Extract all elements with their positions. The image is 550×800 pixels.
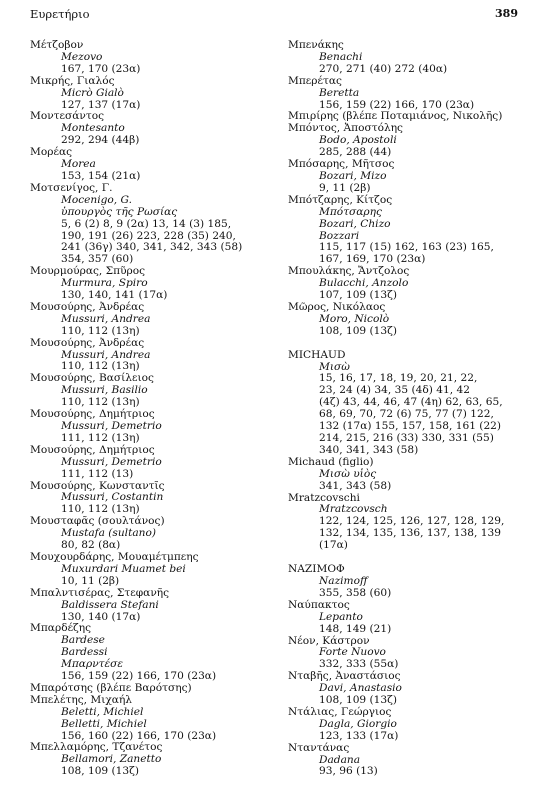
entry-variant: Μπότσαρης	[319, 205, 382, 218]
entry-variant: Bardese	[61, 634, 105, 647]
entry-heading: NAZIMOΦ	[288, 563, 345, 576]
entry-references: 68, 69, 70, 72 (6) 75, 77 (7) 122,	[319, 408, 494, 421]
entry-heading: Μουσούρης, Δημήτριος	[30, 408, 155, 421]
entry-variant: Benachi	[319, 50, 363, 63]
entry-heading: Μουσούρης, Ἀνδρέας	[30, 336, 145, 349]
index-entry	[288, 743, 528, 779]
entry-references: 354, 357 (60)	[61, 253, 134, 266]
entry-variant: ὑπουργὸς τῆς Ρωσίας	[61, 205, 178, 218]
entry-variant: Davi, Anastasio	[319, 682, 402, 695]
index-entry	[30, 76, 268, 112]
entry-heading: MICHAUD	[288, 348, 346, 361]
entry-references: 110, 112 (13η)	[61, 324, 140, 337]
entry-references: 190, 191 (26) 223, 228 (35) 240,	[61, 229, 236, 242]
entry-references: 167, 170 (23α)	[61, 62, 141, 75]
entry-references: 107, 109 (13ζ)	[319, 289, 398, 302]
entry-variant: Moro, Nicolò	[319, 312, 390, 325]
entry-heading: Mratzcovschi	[288, 491, 360, 504]
index-entry	[288, 457, 528, 493]
entry-references: 111, 112 (13η)	[61, 431, 140, 444]
index-entry	[288, 266, 528, 302]
entry-heading: Μπαρότσης (βλέπε Βαρότσης)	[30, 681, 192, 694]
index-entry	[288, 40, 528, 76]
entry-variant: Beletti, Michiel	[61, 705, 144, 718]
index-entry	[30, 147, 268, 183]
entry-variant: Bozari, Chizo	[319, 217, 391, 230]
entry-heading: Μπελέτης, Μιχαήλ	[30, 693, 133, 706]
index-entry	[288, 159, 528, 195]
entry-references: 108, 109 (13ζ)	[319, 694, 398, 707]
index-entry	[288, 707, 528, 743]
entry-heading: Michaud (figlio)	[288, 455, 374, 468]
entry-heading: Ντάλιας, Γεώργιος	[288, 705, 392, 718]
entry-references: 156, 159 (22) 166, 170 (23α)	[61, 670, 217, 683]
entry-references: 122, 124, 125, 126, 127, 128, 129,	[319, 515, 505, 528]
entry-heading: Μορέας	[30, 146, 73, 159]
index-entry	[30, 373, 268, 409]
entry-heading: Μῶρος, Νικόλαος	[288, 300, 386, 313]
entry-references: 214, 215, 216 (33) 330, 331 (55)	[319, 432, 494, 444]
entry-references: 355, 358 (60)	[319, 586, 392, 599]
index-entry	[30, 742, 268, 778]
entry-variant: Nazimoff	[319, 574, 368, 587]
index-entry	[288, 493, 528, 553]
entry-references: 9, 11 (2β)	[319, 181, 371, 194]
entry-references: 341, 343 (58)	[319, 479, 392, 492]
entry-heading: Μέτζοβον	[30, 39, 84, 51]
entry-references: 110, 112 (13η)	[61, 396, 140, 409]
index-entry	[288, 302, 528, 338]
entry-heading: Μπόσαρης, Μῆτσος	[288, 158, 395, 171]
entry-variant: Montesanto	[61, 122, 125, 135]
entry-variant: Mezovo	[61, 50, 103, 63]
entry-references: 167, 169, 170 (23α)	[319, 253, 426, 266]
entry-heading: Μπόντος, Ἀποστόλης	[288, 122, 403, 135]
entry-heading: Μπενάκης	[288, 39, 344, 51]
index-entry	[288, 123, 528, 159]
entry-references: 270, 271 (40) 272 (40α)	[319, 62, 448, 75]
entry-variant: Murmura, Spiro	[61, 277, 148, 290]
entry-heading: Μοντεσάντος	[30, 110, 105, 123]
entry-heading: Μπιρίρης (βλέπε Ποταμιάνος, Νικολῆς)	[288, 110, 503, 123]
entry-heading: Μοτσενίγος, Γ.	[30, 181, 113, 194]
index-entry	[288, 600, 528, 636]
index-entry	[288, 350, 528, 457]
entry-heading: Μουχουρδάρης, Μουαμέτμπεης	[30, 550, 199, 563]
index-entry	[30, 516, 268, 552]
entry-variant: Bozari, Mizo	[319, 169, 387, 182]
entry-variant: Mussuri, Andrea	[61, 312, 151, 325]
index-entry	[30, 338, 268, 374]
entry-references: 5, 6 (2) 8, 9 (2α) 13, 14 (3) 185,	[61, 217, 232, 230]
page-header	[30, 7, 518, 23]
entry-heading: Νέον, Κάστρον	[288, 634, 370, 647]
entry-variant: Beretta	[319, 86, 360, 99]
entry-references: 127, 137 (17α)	[61, 98, 141, 111]
index-entry	[288, 636, 528, 672]
entry-variant: Bozzari	[319, 229, 360, 242]
index-column-left	[30, 40, 268, 778]
entry-variant: Mussuri, Demetrio	[61, 455, 162, 468]
entry-references: 108, 109 (13ζ)	[319, 324, 398, 337]
entry-heading: Μουσούρης, Δημήτριος	[30, 443, 155, 456]
entry-references: 148, 149 (21)	[319, 622, 392, 635]
entry-variant: Μπαρντέσε	[61, 658, 124, 671]
entry-variant: Mocenigo, G.	[61, 193, 132, 206]
index-entry	[30, 302, 268, 338]
entry-variant: Dadana	[319, 753, 361, 766]
entry-references: 110, 112 (13η)	[61, 360, 140, 373]
entry-variant: Lepanto	[319, 610, 363, 623]
index-entry	[30, 695, 268, 743]
index-entry	[30, 183, 268, 266]
index-entry	[30, 552, 268, 588]
entry-references: 111, 112 (13)	[61, 467, 134, 480]
entry-variant: Belletti, Michiel	[61, 717, 147, 730]
index-entry	[288, 564, 528, 600]
index-entry	[288, 76, 528, 112]
entry-heading: Μπαλντισέρας, Στεφανῆς	[30, 586, 170, 599]
entry-variant: Bellamori, Zanetto	[61, 753, 162, 766]
entry-variant: Mussuri, Andrea	[61, 348, 151, 361]
entry-variant: Μισὼ	[319, 360, 350, 373]
index-entry	[288, 671, 528, 707]
entry-heading: Μικρής, Γιαλός	[30, 74, 115, 87]
entry-references: (4ζ) 43, 44, 46, 47 (4η) 62, 63, 65,	[319, 396, 503, 409]
entry-heading: Μουσούρης, Βασίλειος	[30, 372, 154, 385]
running-title: Ευρετήριο	[30, 7, 90, 21]
entry-variant: Baldissera Stefani	[61, 598, 159, 611]
index-entry	[30, 623, 268, 683]
entry-heading: Νταντάνας	[288, 741, 350, 754]
index-entry	[30, 409, 268, 445]
page-number: 389	[495, 7, 518, 20]
index-entry	[30, 40, 268, 76]
entry-references: 123, 133 (17α)	[319, 729, 399, 742]
entry-references: 340, 341, 343 (58)	[319, 443, 419, 456]
entry-references: 115, 117 (15) 162, 163 (23) 165,	[319, 241, 494, 254]
index-entry	[288, 195, 528, 266]
entry-references: 93, 96 (13)	[319, 765, 378, 778]
entry-references: 10, 11 (2β)	[61, 574, 120, 587]
entry-heading: Μπότζαρης, Κίτζος	[288, 193, 393, 206]
entry-heading: Μουσταφᾶς (σουλτάνος)	[30, 515, 165, 528]
section-gap	[288, 338, 528, 350]
entry-references: 156, 159 (22) 166, 170 (23α)	[319, 98, 475, 111]
entry-variant: Mratzcovsch	[319, 503, 388, 516]
entry-references: 130, 140 (17α)	[61, 610, 141, 623]
entry-variant: Mustafa (sultano)	[61, 527, 156, 540]
index-entry	[30, 588, 268, 624]
entry-references: 23, 24 (4) 34, 35 (4δ) 41, 42	[319, 384, 470, 397]
entry-variant: Mussuri, Basilio	[61, 384, 148, 397]
entry-references: 285, 288 (44)	[319, 146, 392, 159]
index-entry	[30, 445, 268, 481]
entry-references: 108, 109 (13ζ)	[61, 765, 140, 778]
entry-heading: Μουσούρης, Ἀνδρέας	[30, 300, 145, 313]
entry-variant: Bulacchi, Anzolo	[319, 277, 409, 290]
entry-references: 153, 154 (21α)	[61, 169, 141, 182]
entry-heading: Μπαρδέζης	[30, 622, 92, 635]
index-entry	[30, 111, 268, 147]
entry-heading: Μουσούρης, Κωνσταντῖς	[30, 479, 165, 492]
entry-variant: Μισὼ υἱὸς	[319, 467, 377, 480]
entry-variant: Muxurdari Muamet bei	[61, 562, 186, 575]
entry-variant: Dagla, Giorgio	[319, 717, 397, 730]
entry-references: 15, 16, 17, 18, 19, 20, 21, 22,	[319, 372, 478, 385]
entry-variant: Morea	[61, 158, 96, 171]
entry-references: 110, 112 (13η)	[61, 503, 140, 516]
entry-references: 241 (36γ) 340, 341, 342, 343 (58)	[61, 241, 243, 254]
entry-references: 132, 134, 135, 136, 137, 138, 139	[319, 527, 501, 540]
entry-references: 156, 160 (22) 166, 170 (23α)	[61, 729, 217, 742]
index-entry	[30, 481, 268, 517]
entry-references: 80, 82 (8α)	[61, 539, 121, 552]
entry-references: 130, 140, 141 (17α)	[61, 289, 168, 302]
index-entry	[30, 266, 268, 302]
entry-variant: Micrò Gialò	[61, 86, 124, 99]
entry-variant: Bardessi	[61, 646, 108, 659]
index-column-right	[288, 40, 528, 778]
entry-variant: Forte Nuovo	[319, 646, 386, 659]
entry-heading: Μουρμούρας, Σπῦρος	[30, 265, 146, 278]
entry-references: 332, 333 (55α)	[319, 658, 399, 671]
entry-heading: Μπερέτας	[288, 74, 342, 87]
entry-heading: Νταβῆς, Ἀναστάσιος	[288, 670, 401, 683]
entry-references: 292, 294 (44β)	[61, 134, 140, 147]
entry-variant: Mussuri, Demetrio	[61, 420, 162, 432]
entry-references: (17α)	[319, 539, 348, 552]
entry-heading: Μπουλάκης, Ἄντζολος	[288, 265, 410, 278]
entry-variant: Bodo, Apostoli	[319, 134, 397, 147]
entry-references: 132 (17α) 155, 157, 158, 161 (22)	[319, 420, 502, 433]
entry-variant: Mussuri, Costantin	[61, 491, 164, 504]
entry-heading: Μπελλαμόρης, Τζανέτος	[30, 741, 163, 754]
entry-heading: Ναύπακτος	[288, 598, 350, 611]
